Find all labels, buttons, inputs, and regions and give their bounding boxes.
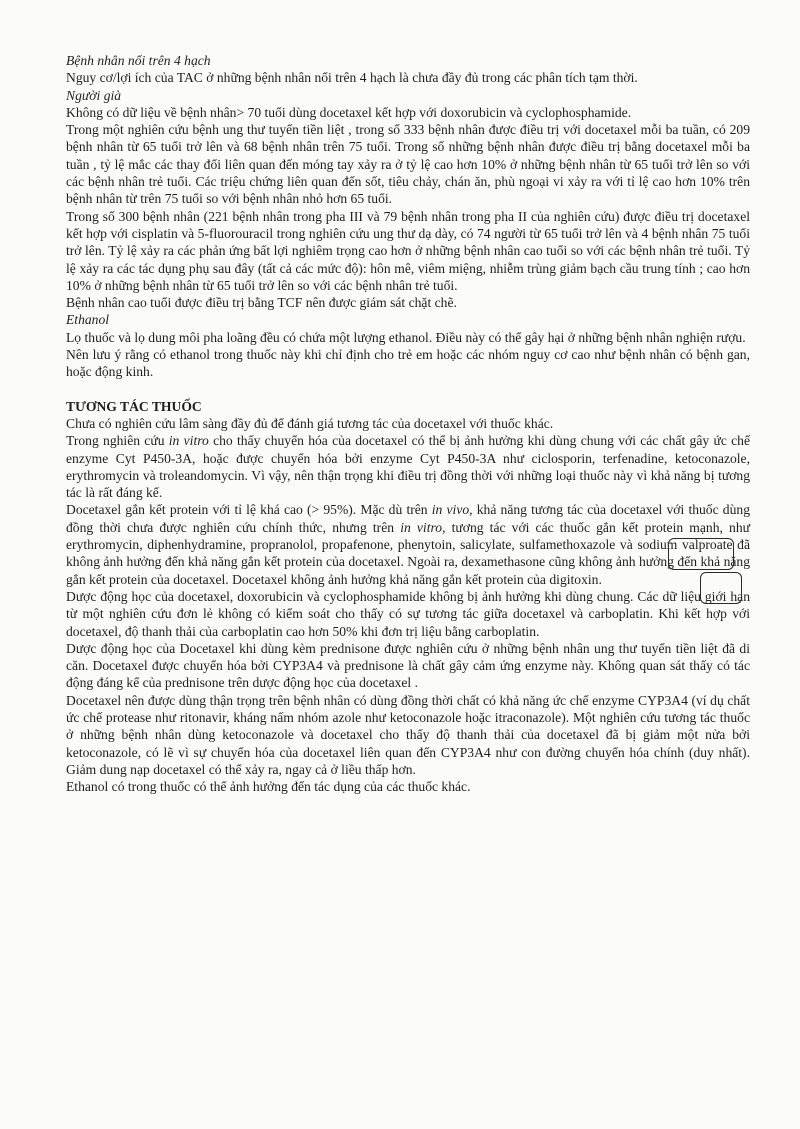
text-run: Trong nghiên cứu	[66, 433, 169, 449]
paragraph-interactions-7: Ethanol có trong thuốc có thể ảnh hưởng đến tác dụng của các thuốc khác.	[66, 779, 471, 795]
subheading-elderly: Người già	[66, 87, 122, 103]
italic-term: in vitro	[400, 519, 443, 535]
text-run: Docetaxel gắn kết protein với tỉ lệ khá cao (> 95%). Mặc dù trên	[66, 502, 432, 518]
document-body	[66, 52, 750, 795]
text-run: cho thấy chuyển hóa của docetaxel có thể bị ảnh hưởng khi dùng chung với các chất gây ức chế enzyme Cyt P450-3A, hoặc được chuyển hóa bởi enzyme Cyt P450-3A như ciclosporin, terfenadine, ketoconazole, erythromycin và troleandomycin. Vì vậy, nên thận trọng khi điều trị đồng thời với những loại thuốc này vì khả năng bị tương tác là rất đáng kể.	[66, 433, 750, 501]
subheading-lymph-nodes: Bệnh nhân nổi trên 4 hạch	[66, 53, 211, 68]
paragraph-elderly-4: Bệnh nhân cao tuổi được điều trị bằng TCF nên được giám sát chặt chẽ.	[66, 295, 457, 311]
paragraph-interactions-4: Dược động học của docetaxel, doxorubicin và cyclophosphamide không bị ảnh hưởng khi dùng chung. Các dữ liệu giới hạn từ một nghiên cứu đơn lẻ không có kiểm soát cho thấy có sự tương tác giữa docetaxel và carboplatin. Khi kết hợp với docetaxel, độ thanh thải của carboplatin cao hơn 50% khi đơn trị liệu bằng carboplatin.	[66, 588, 750, 639]
paragraph-interactions-1: Chưa có nghiên cứu lâm sàng đầy đủ để đánh giá tương tác của docetaxel với thuốc khác.	[66, 415, 554, 431]
paragraph-lymph-nodes: Nguy cơ/lợi ích của TAC ở những bệnh nhân nổi trên 4 hạch là chưa đầy đủ trong các phân tích tạm thời.	[66, 70, 638, 86]
text-run: , khả năng tương tác của docetaxel với thuốc dùng đồng thời chưa được nghiên cứu chính thức, nhưng trên	[66, 502, 750, 535]
italic-term: in vitro	[168, 433, 209, 449]
italic-term: in vivo	[431, 502, 470, 518]
text-run: , tương tác với các thuốc gắn kết protein mạnh, như erythromycin, diphenhydramine, propranolol, propafenone, phenytoin, salicylate, sulfamethoxazole và sodium valproate đã không ảnh hưởng đến khả năng gắn kết protein của docetaxel. Ngoài ra, dexamethasone cũng không ảnh hưởng đến khả năng gắn kết protein của docetaxel. Docetaxel không ảnh hưởng khả năng gắn kết protein của digitoxin.	[66, 519, 750, 587]
section-spacer	[66, 381, 750, 398]
paragraph-interactions-5: Dược động học của Docetaxel khi dùng kèm prednisone được nghiên cứu ở những bệnh nhân ung thư tuyến tiền liệt đã di căn. Docetaxel được chuyển hóa bởi CYP3A4 và prednisone là chất gây cảm ứng enzyme này. Không quan sát thấy có tác động đáng kể của prednisone trên dược động học của docetaxel .	[66, 640, 750, 691]
paragraph-interactions-6: Docetaxel nên được dùng thận trọng trên bệnh nhân có dùng đồng thời chất có khả năng ức chế enzyme CYP3A4 (ví dụ chất ức chế protease như ritonavir, kháng nấm nhóm azole như ketoconazole hoặc itraconazole). Một nghiên cứu tương tác thuốc ở những bệnh nhân dùng ketoconazole và docetaxel cho thấy độ thanh thải của docetaxel đã bị giảm một nửa bởi ketoconazole, có lẽ vì sự chuyển hóa của docetaxel liên quan đến CYP3A4 như con đường chuyển hóa chính (duy nhất). Giảm dung nạp docetaxel có thể xảy ra, ngay cả ở liều thấp hơn.	[66, 692, 750, 777]
paragraph-elderly-1: Không có dữ liệu về bệnh nhân> 70 tuổi dùng docetaxel kết hợp với doxorubicin và cyclophosphamide.	[66, 104, 632, 120]
paragraph-interactions-2	[66, 432, 750, 501]
paragraph-elderly-3: Trong số 300 bệnh nhân (221 bệnh nhân trong pha III và 79 bệnh nhân trong pha II của nghiên cứu) được điều trị docetaxel kết hợp với cisplatin và 5-fluorouracil trong nghiên cứu ung thư dạ dày, có 74 người từ 65 tuổi trở lên và 4 bệnh nhân 75 tuổi trở lên. Tỷ lệ xảy ra các phản ứng bất lợi nghiêm trọng cao hơn ở những bệnh nhân cao tuổi so với các bệnh nhân trẻ tuổi. Tỷ lệ xảy ra các tác dụng phụ sau đây (tất cả các mức độ): hôn mê, viêm miệng, nhiễm trùng giảm bạch cầu trung tính ; cao hơn 10% ở những bệnh nhân từ 65 tuổi trở lên so với các bệnh nhân trẻ tuổi.	[66, 208, 750, 293]
section-heading-interactions: TƯƠNG TÁC THUỐC	[66, 398, 202, 414]
paragraph-interactions-3	[66, 501, 750, 587]
paragraph-elderly-2: Trong một nghiên cứu bệnh ung thư tuyến tiền liệt , trong số 333 bệnh nhân được điều trị với docetaxel mỗi ba tuần, có 209 bệnh nhân từ 65 tuổi trở lên và 68 bệnh nhân trên 75 tuổi. Trong số những bệnh nhân được điều trị bằng docetaxel mỗi ba tuần , tỷ lệ mắc các thay đổi liên quan đến móng tay xảy ra ở tỷ lệ cao hơn 10% ở những bệnh nhân từ 65 tuổi trở lên so với các bệnh nhân trẻ tuổi. Các triệu chứng liên quan đến sốt, tiêu chảy, chán ăn, phù ngoại vi xảy ra với tỉ lệ cao hơn 10% trên bệnh nhân từ trên 75 tuổi so với bệnh nhân nhỏ hơn 65 tuổi.	[66, 122, 750, 207]
paragraph-ethanol-1: Lọ thuốc và lọ dung môi pha loãng đều có chứa một lượng ethanol. Điều này có thể gây hại ở những bệnh nhân nghiện rượu.	[66, 329, 746, 345]
subheading-ethanol: Ethanol	[66, 312, 110, 328]
paragraph-ethanol-2: Nên lưu ý rằng có ethanol trong thuốc này khi chỉ định cho trẻ em hoặc các nhóm nguy cơ cao như bệnh nhân có bệnh gan, hoặc động kinh.	[66, 347, 750, 380]
